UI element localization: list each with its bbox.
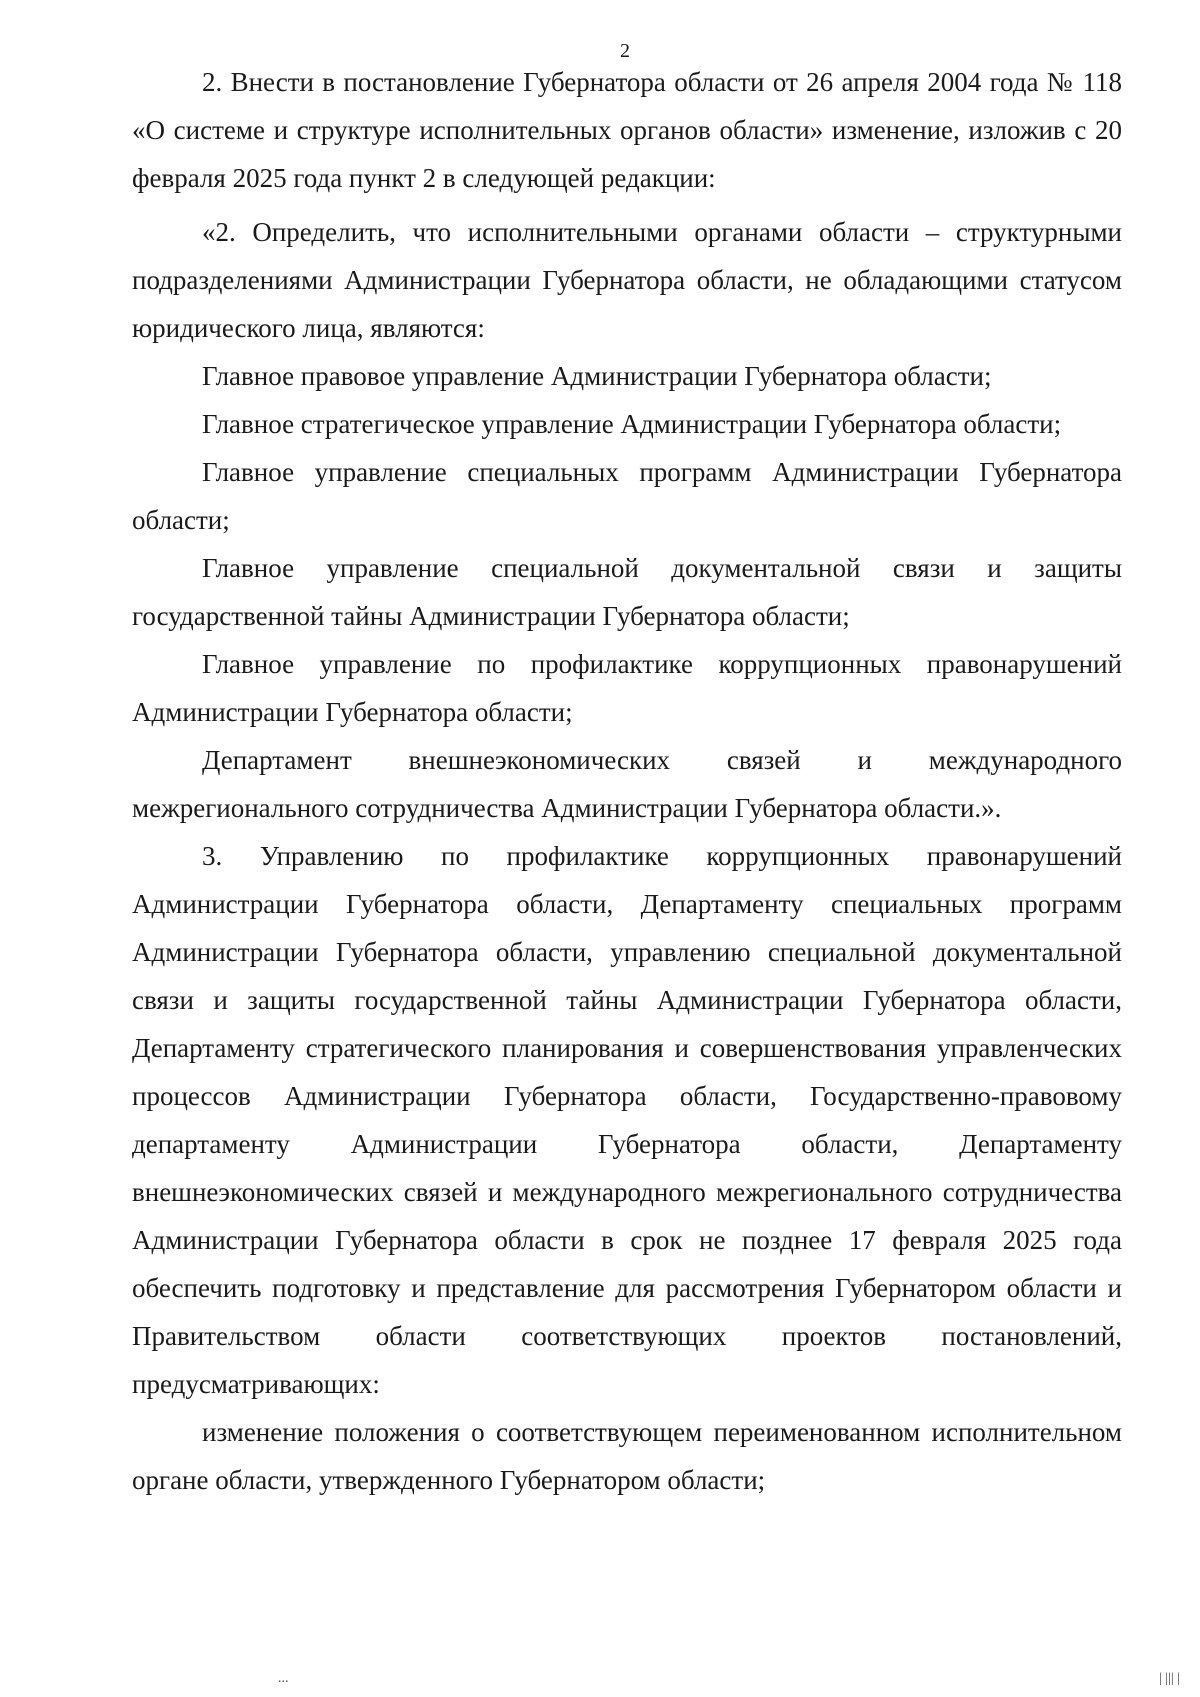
list-item-secret-communications: Главное управление специальной документальной связи и защиты государственной тайны Администрации Губернатора области; (132, 553, 1122, 631)
list-item-legal-department: Главное правовое управление Администрации Губернатора области; (202, 361, 992, 391)
paragraph-item-3: 3. Управлению по профилактике коррупционных правонарушений Администрации Губернатора области, Департаменту специальных программ Администрации Губернатора области, управлению специальной документальной связи и защиты государственной тайны Администрации Губернатора области, Департаменту стратегического планирования и совершенствования управленческих процессов Администрации Губернатора области, Государственно-правовому департаменту Администрации Губернатора области, Департаменту внешнеэкономических связей и международного межрегионального сотрудничества Администрации Губернатора области в срок не позднее 17 февраля 2025 года обеспечить подготовку и представление для рассмотрения Губернатором области и Правительством области соответствующих проектов постановлений, предусматривающих: (132, 841, 1122, 1399)
paragraph-amendment: изменение положения о соответствующем переименованном исполнительном органе области, утвержденного Губернатором области; (132, 1417, 1122, 1495)
document-body (132, 58, 1122, 1504)
list-item-strategic-department: Главное стратегическое управление Администрации Губернатора области; (202, 409, 1062, 439)
list-item-anticorruption: Главное управление по профилактике коррупционных правонарушений Администрации Губернатора области; (132, 649, 1122, 727)
paragraph-definition: «2. Определить, что исполнительными органами области – структурными подразделениями Администрации Губернатора области, не обладающими статусом юридического лица, являются: (132, 217, 1122, 343)
page-number: 2 (620, 40, 630, 62)
list-item-foreign-economic: Департамент внешнеэкономических связей и международного межрегионального сотрудничества Администрации Губернатора области.». (132, 745, 1122, 823)
footer-right-mark: | ||| | (1158, 1671, 1180, 1686)
footer-left-mark: ... (278, 1671, 289, 1686)
list-item-special-programs: Главное управление специальных программ Администрации Губернатора области; (132, 457, 1122, 535)
paragraph-item-2: 2. Внести в постановление Губернатора области от 26 апреля 2004 года № 118 «О системе и структуре исполнительных органов области» изменение, изложив с 20 февраля 2025 года пункт 2 в следующей редакции: (132, 67, 1122, 193)
